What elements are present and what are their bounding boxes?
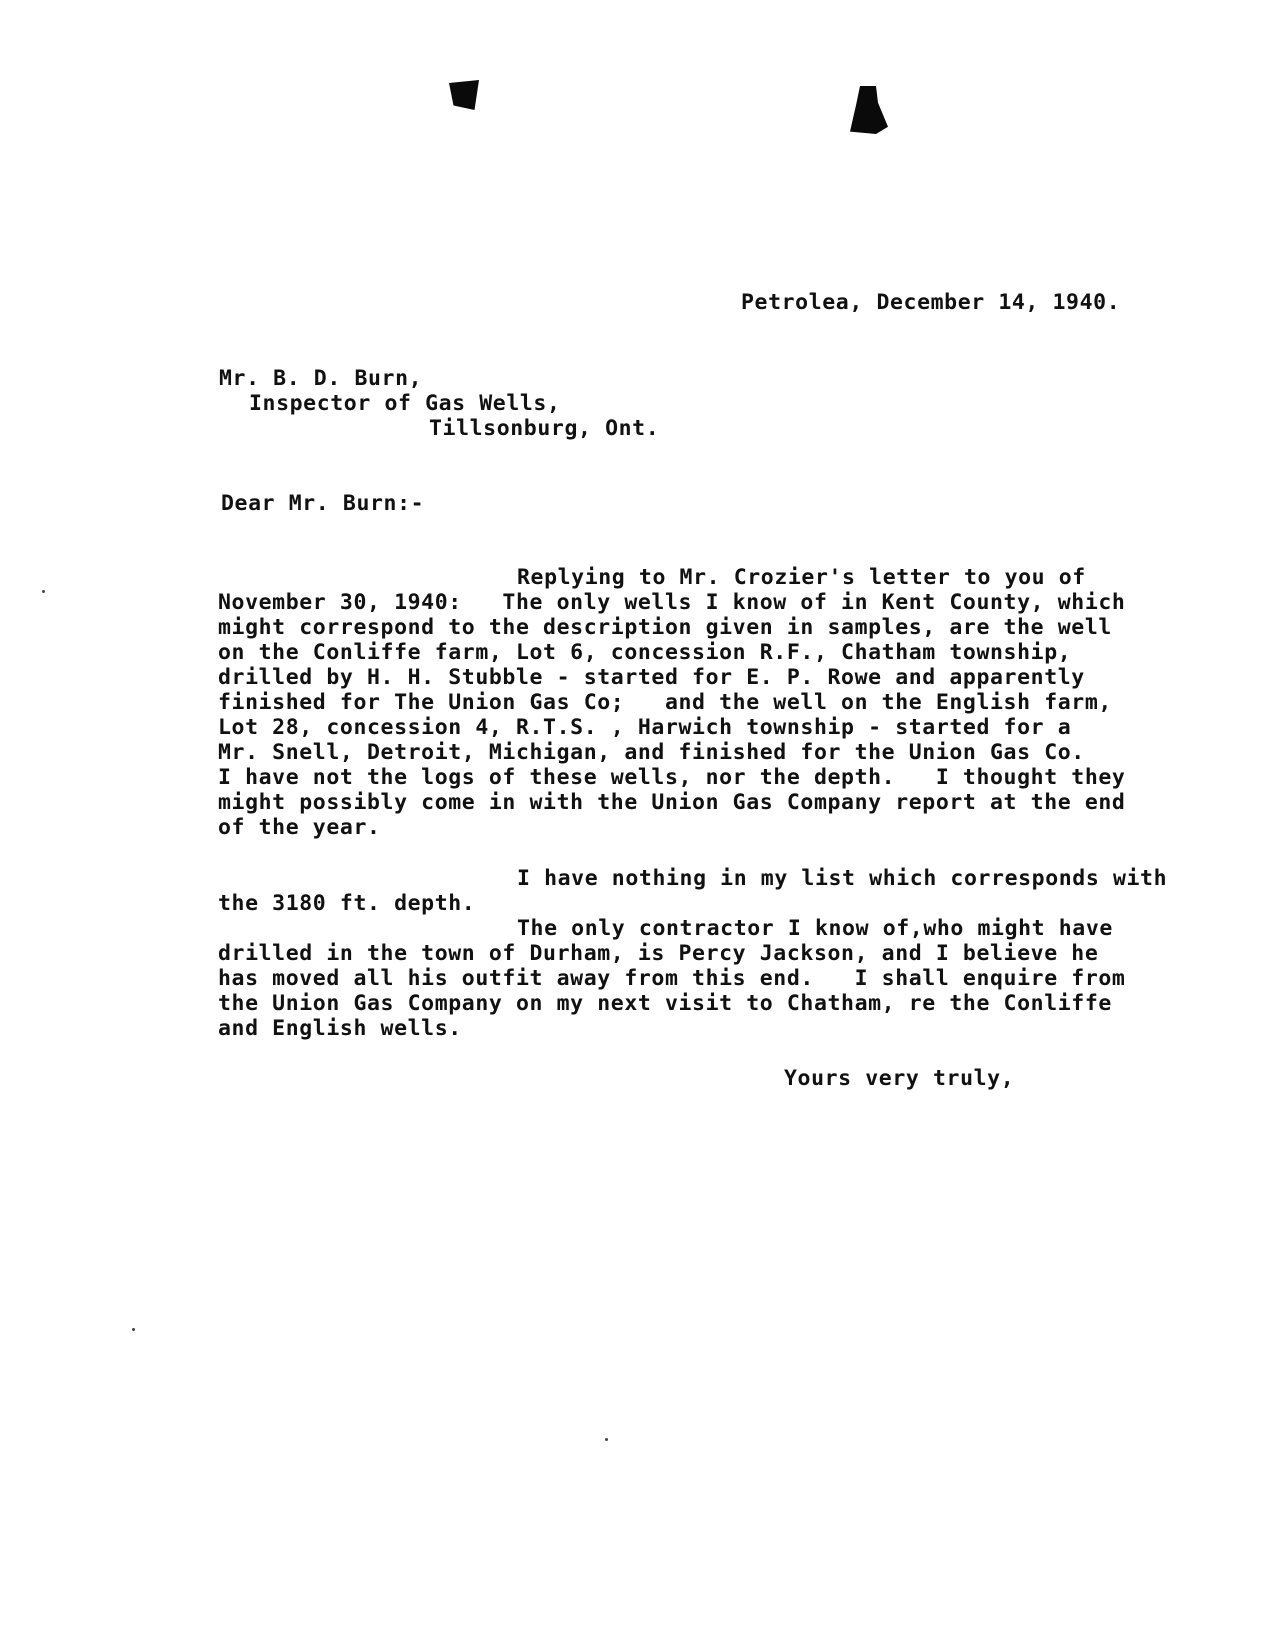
paragraph3-line: and English wells.	[218, 1016, 462, 1041]
salutation: Dear Mr. Burn:-	[221, 491, 425, 516]
paragraph3-line: has moved all his outfit away from this end. I shall enquire from	[218, 966, 1126, 991]
paragraph1-line: of the year.	[218, 815, 381, 840]
letter-date: Petrolea, December 14, 1940.	[741, 290, 1121, 315]
ink-blot-right	[848, 86, 888, 134]
paragraph3-line: The only contractor I know of,who might have	[517, 916, 1113, 941]
address-line-name: Mr. B. D. Burn,	[219, 366, 423, 391]
paragraph1-line: finished for The Union Gas Co; and the well on the English farm,	[218, 690, 1112, 715]
ink-blot-left	[449, 80, 479, 110]
paragraph1-line: might correspond to the description given in samples, are the well	[218, 615, 1112, 640]
paragraph1-line: Lot 28, concession 4, R.T.S. , Harwich township - started for a	[218, 715, 1072, 740]
paragraph1-line: I have not the logs of these wells, nor the depth. I thought they	[218, 765, 1126, 790]
speck	[605, 1438, 608, 1441]
paragraph1-line: November 30, 1940: The only wells I know of in Kent County, which	[218, 590, 1126, 615]
paragraph1-line: drilled by H. H. Stubble - started for E. P. Rowe and apparently	[218, 665, 1085, 690]
paragraph2-line: I have nothing in my list which corresponds with	[517, 866, 1168, 891]
speck	[132, 1328, 135, 1331]
address-line-place: Tillsonburg, Ont.	[429, 416, 660, 441]
paragraph3-line: the Union Gas Company on my next visit to Chatham, re the Conliffe	[218, 991, 1112, 1016]
paragraph2-line: the 3180 ft. depth.	[218, 891, 476, 916]
paragraph1-line: Replying to Mr. Crozier's letter to you of	[517, 565, 1086, 590]
speck	[42, 590, 45, 593]
paragraph1-line: Mr. Snell, Detroit, Michigan, and finished for the Union Gas Co.	[218, 740, 1085, 765]
paragraph1-line: on the Conliffe farm, Lot 6, concession R.F., Chatham township,	[218, 640, 1072, 665]
closing: Yours very truly,	[784, 1066, 1015, 1091]
address-line-title: Inspector of Gas Wells,	[249, 391, 561, 416]
paragraph3-line: drilled in the town of Durham, is Percy Jackson, and I believe he	[218, 941, 1099, 966]
paragraph1-line: might possibly come in with the Union Gas Company report at the end	[218, 790, 1126, 815]
